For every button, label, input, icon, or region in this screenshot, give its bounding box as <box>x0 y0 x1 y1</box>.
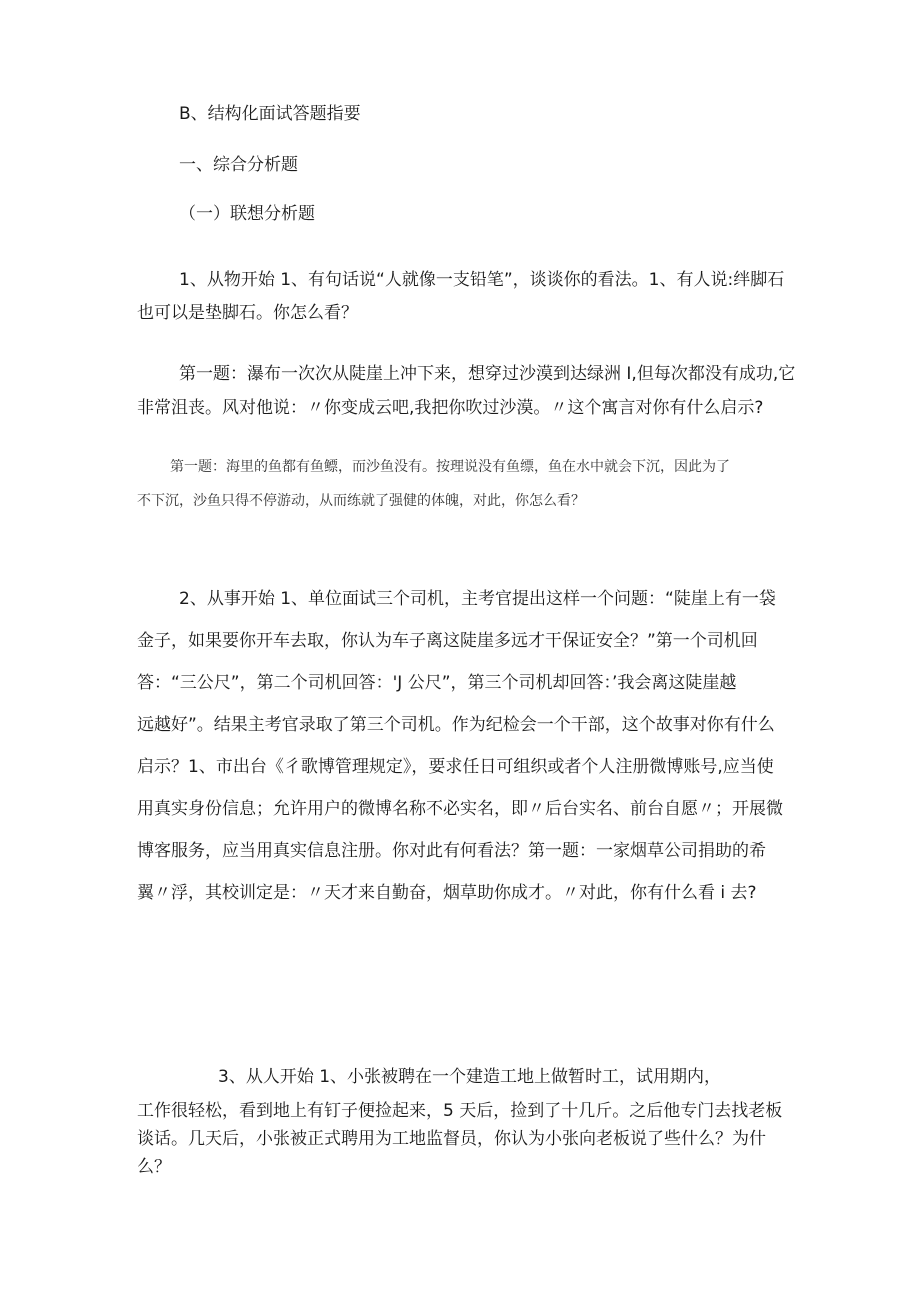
section-b-heading: B、结构化面试答题指要 <box>179 104 361 124</box>
q3-line-4: 么？ <box>137 1157 171 1177</box>
part-one-heading: 一、综合分析题 <box>179 155 298 175</box>
q3-line-1: 3、从人开始 1、小张被聘在一个建造工地上做暂时工，试用期内， <box>218 1067 722 1087</box>
q2-line-5: 启示？1、市出台《彳歌博管理规定》，要求任日可组织或者个人注册微博账号,应当使 <box>137 757 774 777</box>
q3-line-3: 谈话。几天后，小张被正式聘用为工地监督员，你认为小张向老板说了些什么？为什 <box>137 1129 766 1149</box>
q1-first-line-2: 非常沮丧。风对他说：〃你变成云吧,我把你吹过沙漠。〃这个寓言对你有什么启示? <box>137 398 764 418</box>
q2-line-4: 远越好”。结果主考官录取了第三个司机。作为纪检会一个干部，这个故事对你有什么 <box>137 715 775 735</box>
q2-line-6: 用真实身份信息；允许用户的微博名称不必实名，即〃后台实名、前台自愿〃；开展微 <box>137 799 783 819</box>
q1-second-line-1: 第一题：海里的鱼都有鱼鳔，而沙鱼没有。按理说没有鱼缥，鱼在水中就会下沉，因此为了 <box>170 459 730 475</box>
q1-second-line-2: 不下沉，沙鱼只得不停游动，从而练就了强健的体魄，对此，你怎么看？ <box>137 493 585 509</box>
q1-first-line-1: 第一题：瀑布一次次从陡崖上冲下来，想穿过沙漠到达绿洲 I,但每次都没有成功,它 <box>179 364 796 384</box>
q1-line-1: 1、从物开始 1、有句话说“人就像一支铅笔”，谈谈你的看法。1、有人说:绊脚石 <box>179 270 785 290</box>
q3-line-2: 工作很轻松，看到地上有钉子便捡起来，5 天后，捡到了十几斤。之后他专门去找老板 <box>137 1101 783 1121</box>
q2-line-1: 2、从事开始 1、单位面试三个司机，主考官提出这样一个问题：“陡崖上有一袋 <box>179 589 776 609</box>
q1-line-2: 也可以是垫脚石。你怎么看？ <box>137 303 358 323</box>
sub-one-heading: （一）联想分析题 <box>179 204 315 224</box>
q2-line-3: 答：“三公尺”，第二个司机回答：'J 公尺”，第三个司机却回答：’我会离这陡崖越 <box>137 673 737 693</box>
q2-line-7: 博客服务，应当用真实信息注册。你对此有何看法？第一题：一家烟草公司捐助的希 <box>137 841 766 861</box>
q2-line-2: 金子，如果要你开车去取，你认为车子离这陡崖多远才干保证安全？”第一个司机回 <box>137 631 758 651</box>
q2-line-8: 翼〃浮，其校训定是：〃天才来自勤奋，烟草助你成才。〃对此，你有什么看 i 去? <box>137 883 757 903</box>
